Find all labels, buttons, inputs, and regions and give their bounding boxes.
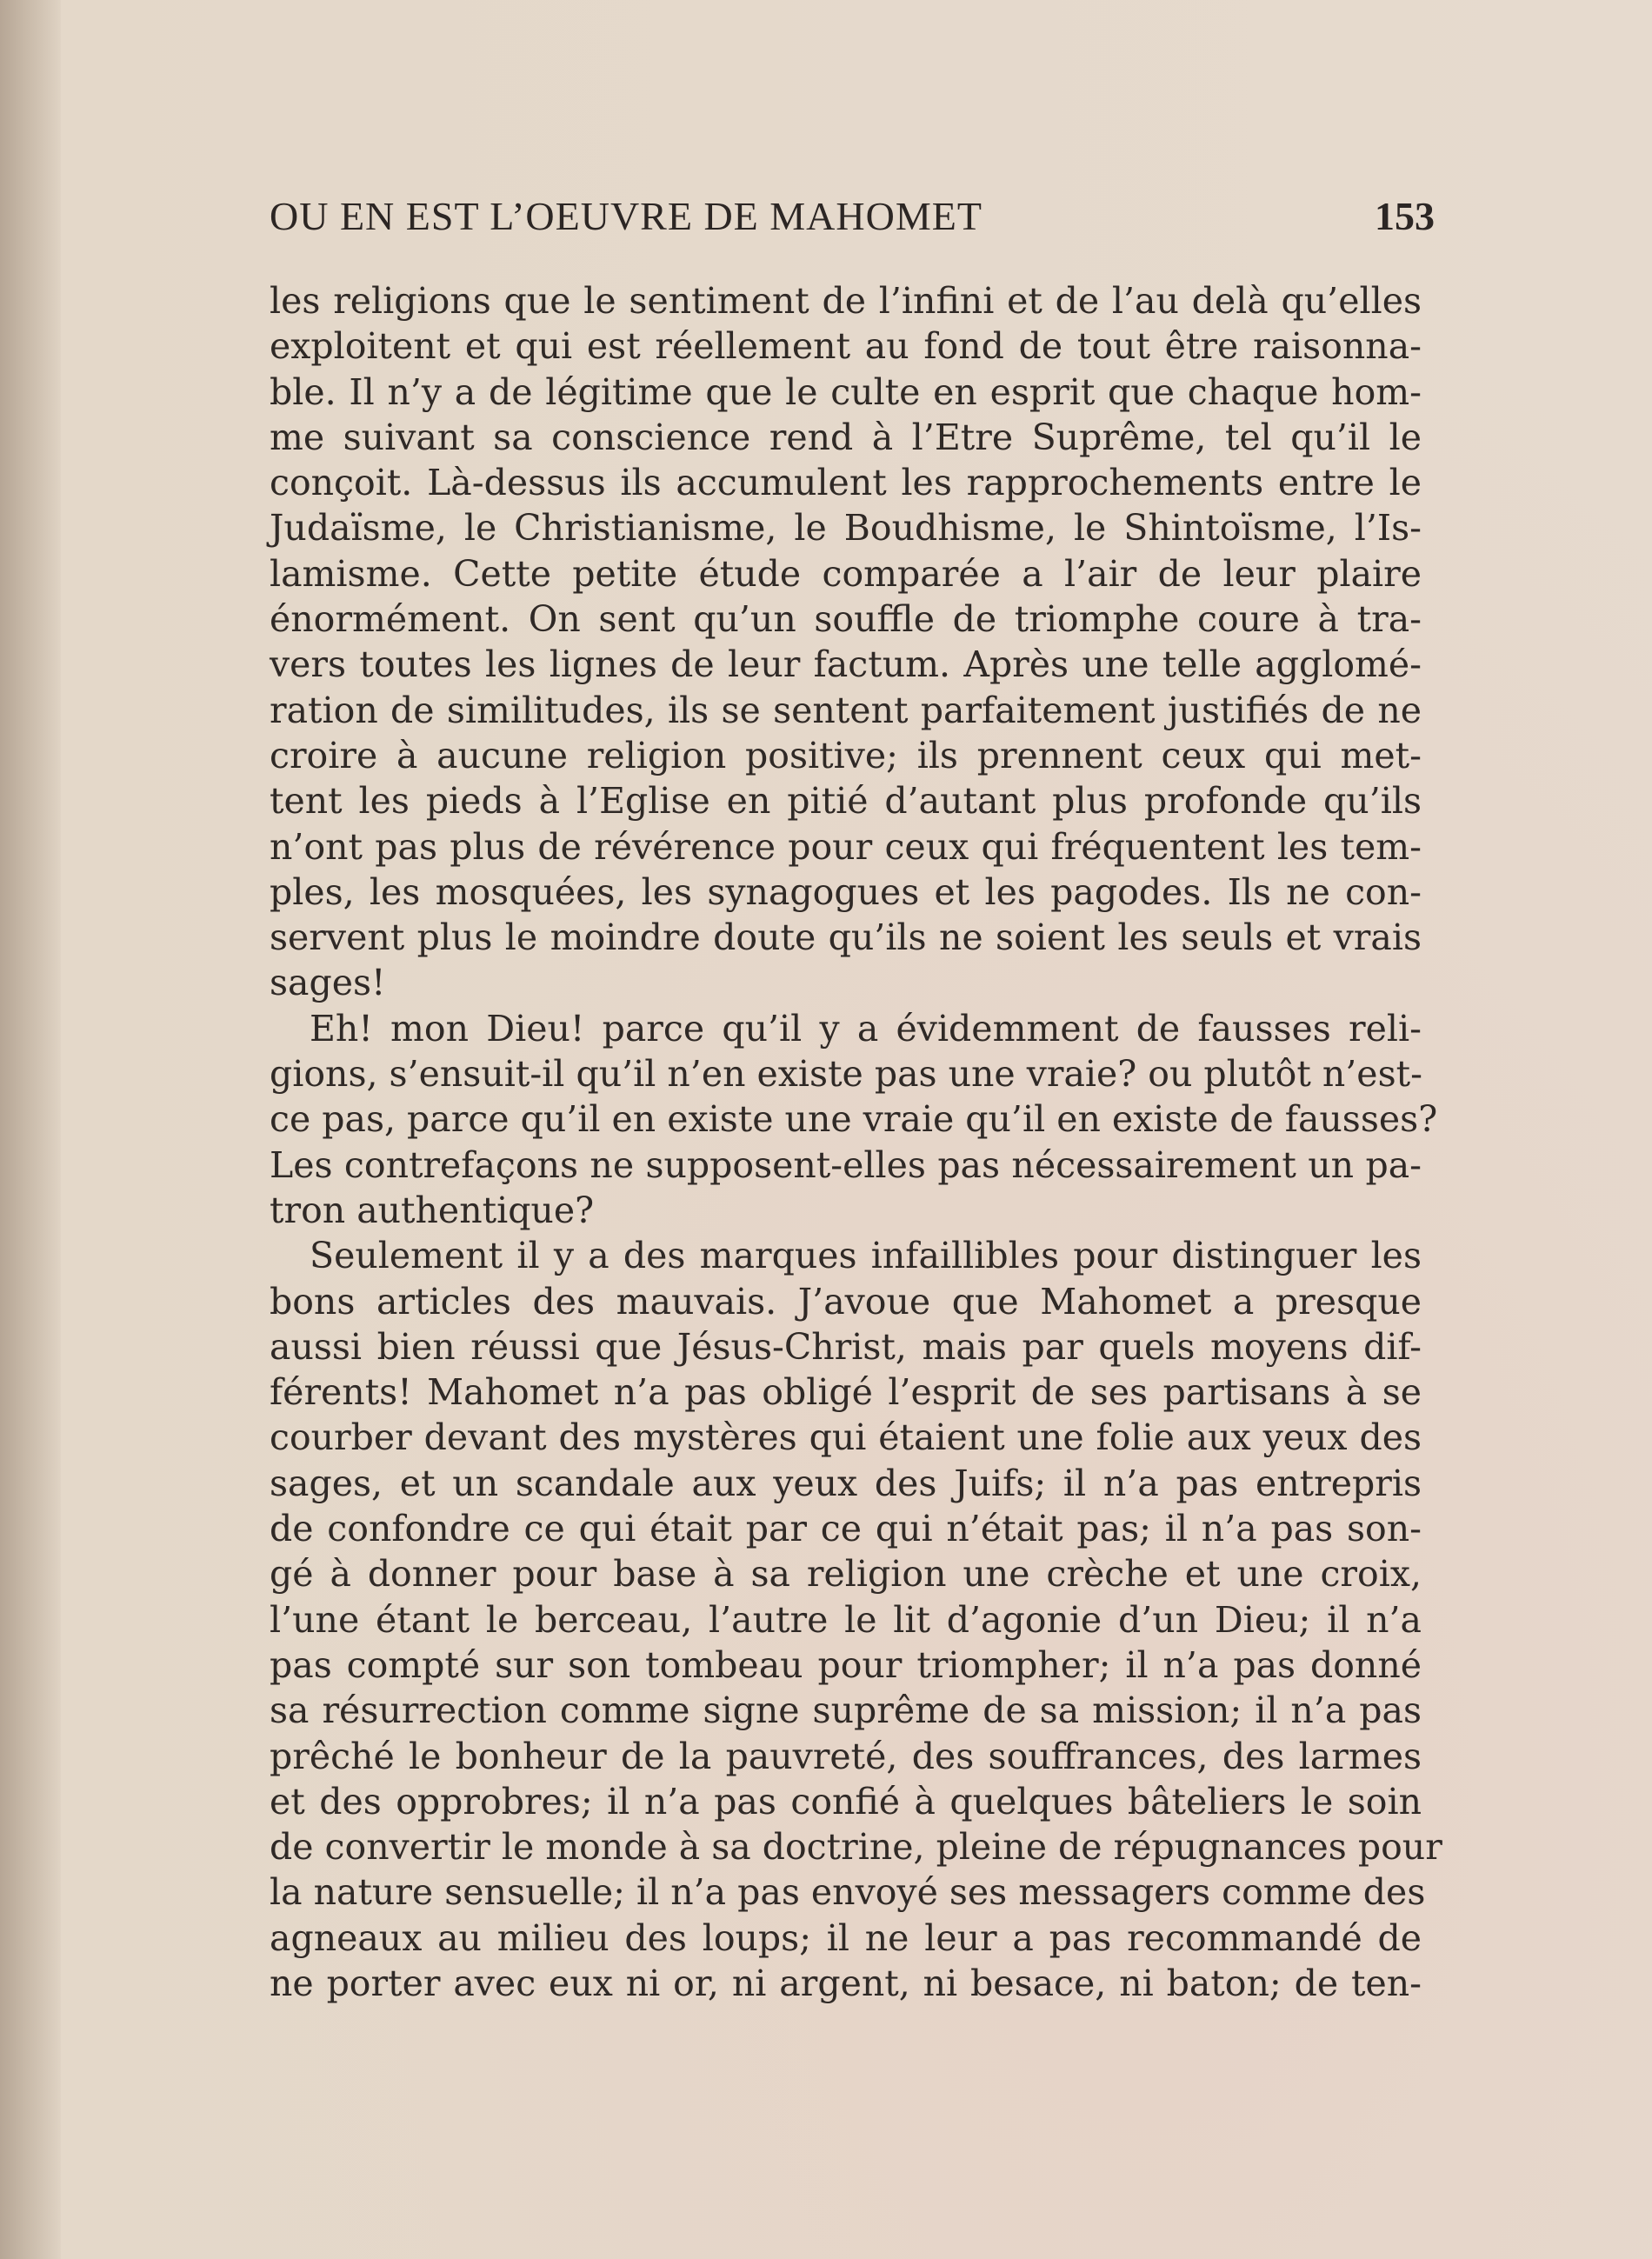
text-line: prêché le bonheur de la pauvreté, des souffrances, des larmes — [270, 1735, 1422, 1777]
text-line: croire à aucune religion positive; ils prennent ceux qui met- — [270, 734, 1422, 776]
text-line: sa résurrection comme signe suprême de sa mission; il n’a pas — [270, 1689, 1422, 1732]
text-line: servent plus le moindre doute qu’ils ne soient les seuls et vrais — [270, 916, 1422, 959]
text-line: sages, et un scandale aux yeux des Juifs; il n’a pas entrepris — [270, 1462, 1422, 1504]
page-number: 153 — [1375, 194, 1435, 238]
text-line: férents! Mahomet n’a pas obligé l’esprit de ses partisans à se — [270, 1371, 1422, 1414]
page-gutter-shadow — [0, 0, 61, 2259]
text-line: ration de similitudes, ils se sentent parfaitement justifiés de ne — [270, 689, 1422, 731]
text-line: pas compté sur son tombeau pour triompher; il n’a pas donné — [270, 1643, 1422, 1686]
paragraph-start-line: Eh! mon Dieu! parce qu’il y a évidemment de fausses reli- — [310, 1007, 1422, 1050]
text-line: ble. Il n’y a de légitime que le culte en esprit que chaque hom- — [270, 370, 1422, 413]
text-line: Les contrefaçons ne supposent-elles pas nécessairement un pa- — [270, 1143, 1422, 1186]
paragraph-end-line: sages! — [270, 962, 386, 1004]
text-line: énormément. On sent qu’un souffle de triomphe coure à tra- — [270, 598, 1422, 641]
text-line: l’une étant le berceau, l’autre le lit d’agonie d’un Dieu; il n’a — [270, 1598, 1422, 1641]
page-header — [270, 193, 1435, 245]
text-line: la nature sensuelle; il n’a pas envoyé ses messagers comme des — [270, 1871, 1426, 1914]
text-line: aussi bien réussi que Jésus-Christ, mais par quels moyens dif- — [270, 1325, 1422, 1368]
text-line: exploitent et qui est réellement au fond de tout être raisonna- — [270, 325, 1422, 368]
running-head: OU EN EST L’OEUVRE DE MAHOMET — [270, 194, 983, 238]
text-line: ne porter avec eux ni or, ni argent, ni besace, ni baton; de ten- — [270, 1962, 1422, 2004]
text-line: de convertir le monde à sa doctrine, pleine de répugnances pour — [270, 1826, 1442, 1869]
text-line: me suivant sa conscience rend à l’Etre Suprême, tel qu’il le — [270, 416, 1422, 458]
text-line: les religions que le sentiment de l’infini et de l’au delà qu’elles — [270, 280, 1422, 322]
text-line: conçoit. Là-dessus ils accumulent les rapprochements entre le — [270, 462, 1422, 504]
text-line: ples, les mosquées, les synagogues et les pagodes. Ils ne con- — [270, 870, 1422, 913]
text-line: gions, s’ensuit-il qu’il n’en existe pas une vraie? ou plutôt n’est- — [270, 1053, 1422, 1096]
paragraph-end-line: tron authentique? — [270, 1189, 595, 1231]
text-line: tent les pieds à l’Eglise en pitié d’autant plus profonde qu’ils — [270, 780, 1422, 823]
text-line: bons articles des mauvais. J’avoue que Mahomet a presque — [270, 1280, 1422, 1323]
text-line: ce pas, parce qu’il en existe une vraie qu’il en existe de fausses? — [270, 1098, 1438, 1141]
text-line: courber devant des mystères qui étaient une folie aux yeux des — [270, 1416, 1422, 1459]
text-line: lamisme. Cette petite étude comparée a l’air de leur plaire — [270, 552, 1422, 595]
text-line: agneaux au milieu des loups; il ne leur a pas recommandé de — [270, 1916, 1422, 1959]
text-line: Judaïsme, le Christianisme, le Boudhisme, le Shintoïsme, l’Is- — [270, 507, 1422, 550]
text-line: et des opprobres; il n’a pas confié à quelques bâteliers le soin — [270, 1780, 1422, 1823]
text-line: gé à donner pour base à sa religion une crèche et une croix, — [270, 1553, 1422, 1596]
text-line: n’ont pas plus de révérence pour ceux qui fréquentent les tem- — [270, 825, 1422, 868]
paragraph-start-line: Seulement il y a des marques infaillibles pour distinguer les — [310, 1235, 1422, 1277]
text-line: de confondre ce qui était par ce qui n’était pas; il n’a pas son- — [270, 1508, 1422, 1550]
text-line: vers toutes les lignes de leur factum. Après une telle agglomé- — [270, 643, 1422, 686]
body-text — [270, 278, 1442, 2006]
